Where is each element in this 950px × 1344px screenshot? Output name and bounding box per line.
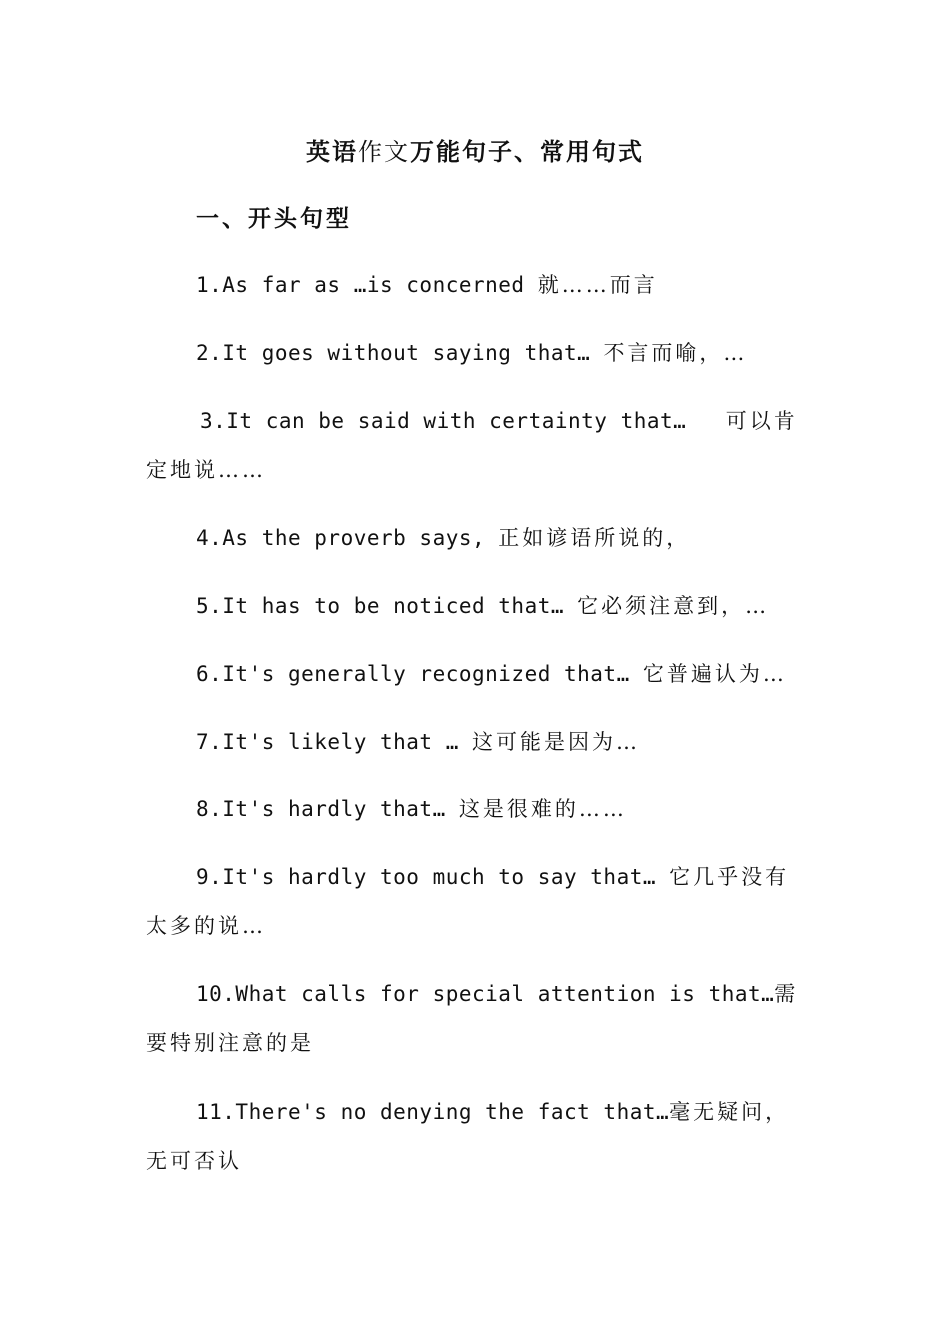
item-chinese: 这是很难的…… [458, 797, 627, 821]
item-english: 5.It has to be noticed that… [196, 594, 578, 618]
item-chinese: 这可能是因为… [472, 730, 641, 754]
item-chinese: 不言而喻，… [603, 341, 748, 365]
item-chinese: 需要特别注意的是 [146, 982, 799, 1055]
item-chinese: 可以肯定地说…… [146, 409, 798, 482]
list-item [146, 397, 808, 495]
title-part-1: 英语 [306, 137, 358, 166]
list-item [146, 582, 808, 631]
item-chinese: 它必须注意到，… [577, 594, 770, 618]
item-chinese: 毫无疑问，无可否认 [146, 1100, 790, 1173]
list-item [146, 329, 808, 378]
title-part-2: 作文 [358, 138, 410, 166]
item-english: 1.As far as …is concerned [196, 273, 538, 297]
item-english: 7.It's likely that … [196, 730, 473, 754]
item-chinese: 正如谚语所说的， [498, 526, 691, 550]
item-english: 9.It's hardly too much to say that… [196, 865, 670, 889]
document-title [0, 132, 950, 167]
item-chinese: 它几乎没有太多的说… [146, 865, 790, 938]
item-english: 6.It's generally recognized that… [196, 662, 643, 686]
item-english: 2.It goes without saying that… [196, 341, 604, 365]
item-english: 3.It can be said with certainty that… [200, 409, 726, 433]
item-english: 10.What calls for special attention is that… [196, 982, 775, 1006]
list-item [146, 970, 808, 1068]
item-chinese: 就……而言 [537, 273, 658, 297]
item-chinese: 它普遍认为… [642, 662, 787, 686]
list-item [146, 261, 808, 310]
list-item [146, 514, 808, 563]
list-item [146, 853, 808, 951]
title-part-3: 万能句子、常用句式 [410, 137, 644, 166]
list-item [146, 650, 808, 699]
item-english: 11.There's no denying the fact that… [196, 1100, 670, 1124]
item-english: 4.As the proverb says, [196, 526, 499, 550]
list-item [146, 785, 808, 834]
list-item [146, 1088, 808, 1186]
item-english: 8.It's hardly that… [196, 797, 459, 821]
section-heading: 一、开头句型 [196, 205, 352, 232]
list-item [146, 718, 808, 767]
